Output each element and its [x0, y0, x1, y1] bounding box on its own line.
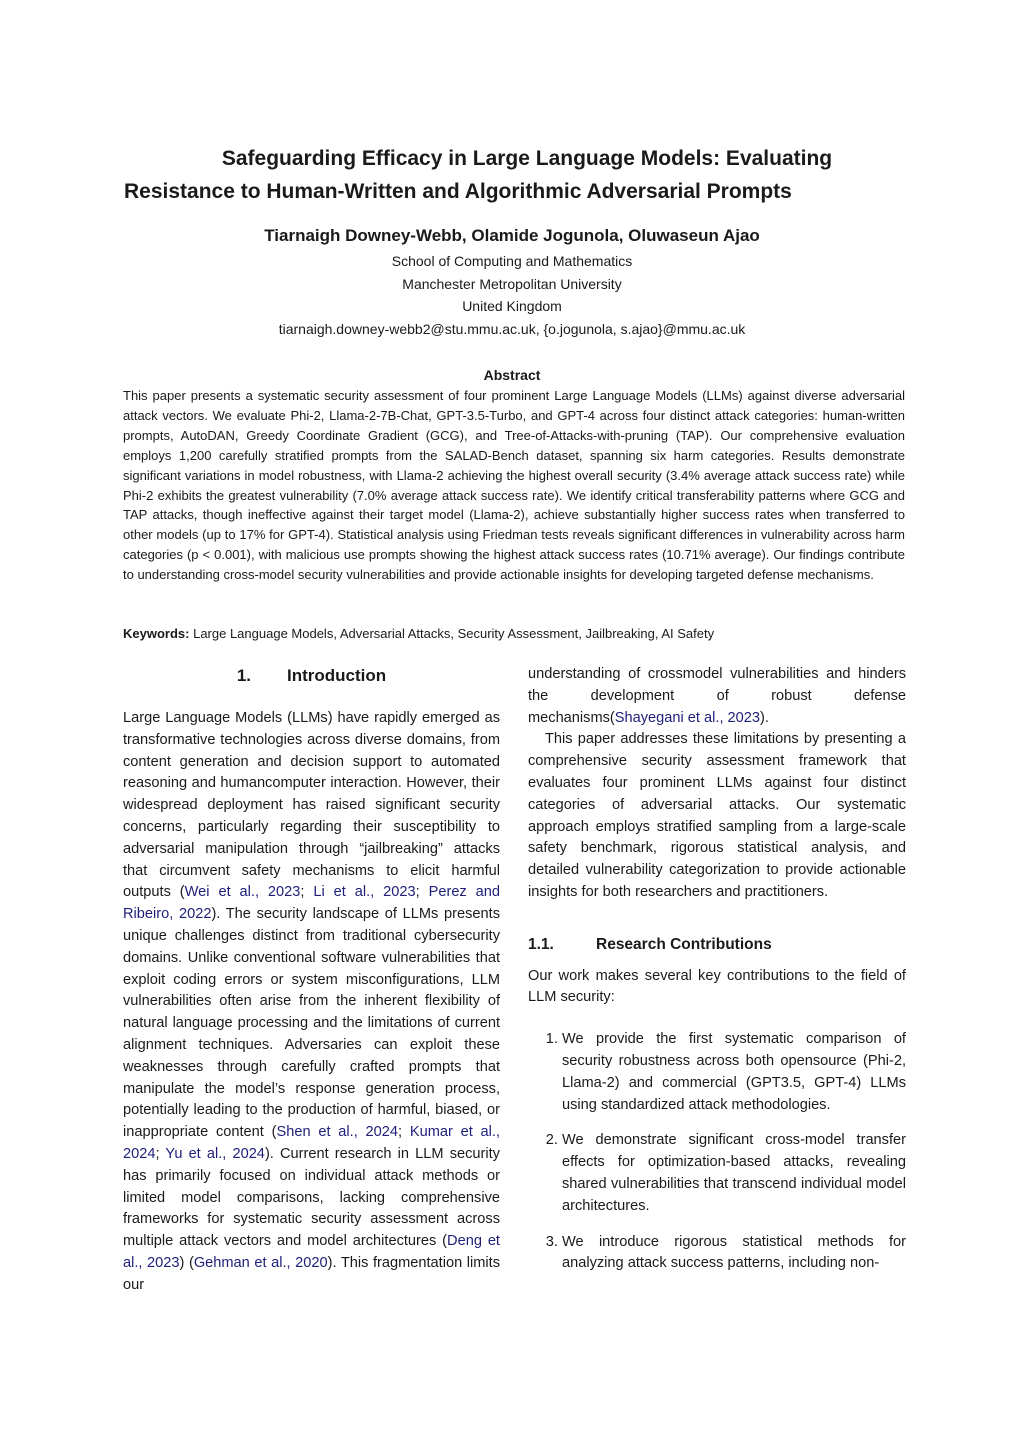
contributions-intro: Our work makes several key contributions to the field of LLM security: [528, 967, 906, 1006]
abstract-text: This paper presents a systematic security assessment of four prominent Large Language Models (LLMs) against diverse adversarial attack vectors. We evaluate Phi-2, Llama-2-7B-Chat, GPT-3.5-Turbo, and GPT-4 across four distinct attack categories: human-written prompts, AutoDAN, Greedy Coordinate Gradient (GCG), and Tree-of-Attacks-with-pruning (TAP). Our comprehensive evaluation employs 1,200 carefully stratified prompts from the SALAD-Bench dataset, spanning six harm categories. Results demonstrate significant variations in model robustness, with Llama-2 achieving the highest overall security (3.4% average attack success rate) while Phi-2 exhibits the greatest vulnerability (7.0% average attack success rate). We identify critical transferability patterns where GCG and TAP attacks, though ineffective against their target model (Llama-2), achieve substantially higher success rates when transferred to other models (up to 17% for GPT-4). Statistical analysis using Friedman tests reveals significant differences in vulnerability across harm categories (p < 0.001), with malicious use prompts showing the highest attack success rates (10.71% average). Our findings contribute to understanding cross-model security vulnerabilities and provide actionable insights for developing targeted defense mechanisms. [123, 388, 905, 583]
citation-link[interactable]: Li et al., 2023 [313, 884, 416, 901]
column-left [123, 708, 500, 1297]
affiliation-emails: tiarnaigh.downey-webb2@stu.mmu.ac.uk, {o.jogunola, s.ajao}@mmu.ac.uk [278, 320, 746, 337]
citation-link[interactable]: Gehman et al., 2020 [193, 1254, 328, 1271]
contribution-item: 1. We provide the first systematic comparison of security robustness across both opensource (Phi-2, Llama-2) and commercial (GPT3.5, GPT-4) LLMs using standardized attack methodologies. [562, 1029, 906, 1116]
subsection-number: 1.1. [528, 935, 554, 953]
column-right [528, 664, 906, 1289]
affiliation-university: Manchester Metropolitan University [402, 275, 622, 292]
citation-link[interactable]: Shen et al., 2024 [276, 1124, 398, 1141]
intro-paragraph-1-continued: understanding of crossmodel vulnerabilities and hinders the development of robust defense mechanisms(Shayegani et al., 2023). [528, 666, 906, 726]
intro-paragraph-1: Large Language Models (LLMs) have rapidly emerged as transformative technologies across diverse domains, from content generation and decision support to automated reasoning and humancomputer interaction. However, their widespread deployment has raised significant security concerns, particularly regarding their susceptibility to adversarial manipulation through “jailbreaking” attacks that circumvent safety mechanisms to elicit harmful outputs (Wei et al., 2023; Li et al., 2023; Perez and Ribeiro, 2022). The security landscape of LLMs presents unique challenges distinct from traditional cybersecurity domains. Unlike conventional software vulnerabilities that exploit coding errors or system misconfigurations, LLM vulnerabilities often arise from the inherent flexibility of natural language processing and the limitations of current alignment techniques. Adversaries can exploit these weaknesses through carefully crafted prompts that manipulate the model’s response generation process, potentially leading to the production of harmful, biased, or inappropriate content (Shen et al., 2024; Kumar et al., 2024; Yu et al., 2024). Current research in LLM security has primarily focused on individual attack methods or limited model comparisons, lacking comprehensive frameworks for systematic security assessment across multiple attack vectors and model architectures (Deng et al., 2023) (Gehman et al., 2020). This fragmentation limits our [123, 710, 501, 1293]
contributions-list [528, 1029, 906, 1275]
contribution-item: 2. We demonstrate significant cross-model transfer effects for optimization-based attacks, revealing shared vulnerabilities that transcend individual model architectures. [562, 1130, 906, 1217]
citation-link[interactable]: Wei et al., 2023 [184, 884, 301, 901]
section-title: Introduction [287, 666, 387, 685]
citation-link[interactable]: Yu et al., 2024 [165, 1145, 265, 1162]
affiliation-country: United Kingdom [462, 298, 562, 314]
abstract-heading: Abstract [483, 367, 541, 383]
keywords [123, 626, 905, 641]
authors: Tiarnaigh Downey-Webb, Olamide Jogunola, Oluwaseun Ajao [264, 226, 760, 245]
title-line-2: Resistance to Human-Written and Algorithmic Adversarial Prompts [124, 180, 792, 203]
section-number: 1. [236, 666, 252, 685]
subsection-heading-contributions [528, 934, 906, 956]
intro-paragraph-2: This paper addresses these limitations by presenting a comprehensive security assessment framework that evaluates four prominent LLMs against four distinct categories of adversarial attacks. Our systematic approach employs stratified sampling from a large-scale safety benchmark, rigorous statistical analysis, and detailed vulnerability categorization to provide actionable insights for both researchers and practitioners. [528, 731, 906, 900]
title-line-1: Safeguarding Efficacy in Large Language Models: Evaluating [221, 147, 833, 170]
citation-link[interactable]: Perez and Ribeiro, 2022 [123, 884, 501, 923]
affiliation-school: School of Computing and Mathematics [391, 253, 633, 269]
citation-link[interactable]: Deng et al., 2023 [123, 1233, 500, 1271]
subsection-title: Research Contributions [596, 935, 772, 953]
contribution-item: 3. We introduce rigorous statistical methods for analyzing attack success patterns, including non- [562, 1232, 906, 1276]
affiliation [0, 250, 1024, 340]
citation-link[interactable]: Shayegani et al., 2023 [614, 709, 761, 726]
keywords-list: Large Language Models, Adversarial Attacks, Security Assessment, Jailbreaking, AI Safety [193, 626, 715, 641]
citation-link[interactable]: Kumar et al., 2024 [123, 1124, 501, 1162]
section-heading-introduction [123, 666, 500, 686]
keywords-label: Keywords: [123, 626, 190, 641]
paper-title [100, 142, 924, 208]
